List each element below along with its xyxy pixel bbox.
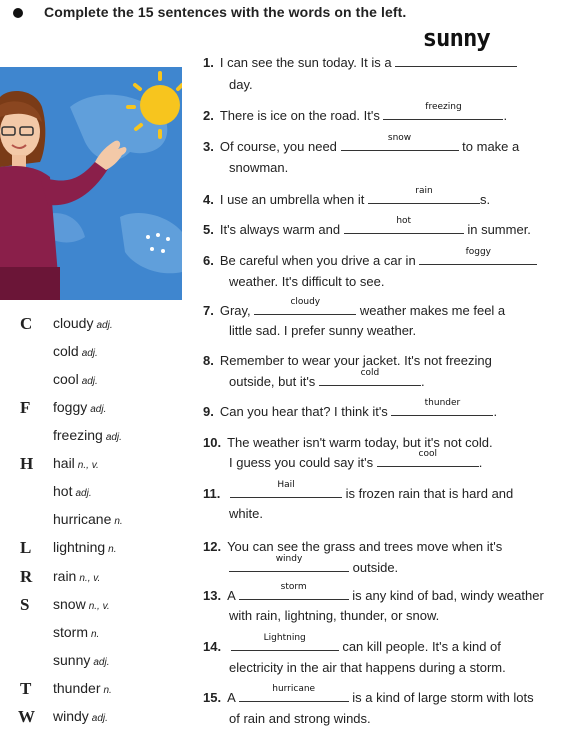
answer-blank[interactable]: hurricane: [239, 689, 349, 702]
word-bank-item: cool adj.: [53, 371, 98, 387]
word-bank-item: foggy adj.: [53, 399, 107, 415]
answer-blank[interactable]: [395, 24, 517, 67]
sentence-10-line-2: I guess you could say it's cool .: [229, 449, 483, 470]
answer-blank[interactable]: Lightning: [231, 638, 339, 651]
sentence-1-line-2: day.: [229, 77, 253, 92]
weather-presenter-illustration: [0, 67, 182, 300]
answer-blank[interactable]: rain: [368, 191, 480, 204]
letter-h: H: [20, 454, 34, 473]
sentence-7: 7. Gray, cloudy weather makes me feel a: [203, 297, 506, 318]
sentence-text: I can see the sun today. It is a: [219, 55, 392, 70]
sentence-14: 14. Lightning can kill people. It's a kind of: [203, 633, 501, 654]
sentence-3: 3. Of course, you need snow to make a: [203, 133, 520, 154]
sentence-8: 8. Remember to wear your jacket. It's not freezing: [203, 353, 492, 368]
sentence-3-line-2: snowman.: [229, 160, 289, 175]
word-bank-item: thunder n.: [53, 680, 112, 696]
answer-blank[interactable]: hot: [344, 221, 464, 234]
sentence-6-line-2: weather. It's difficult to see.: [229, 274, 385, 289]
letter-w: W: [18, 707, 35, 726]
letter-f: F: [20, 398, 31, 417]
sentence-11: 11. Hail is frozen rain that is hard and: [203, 480, 514, 501]
word-bank-item: storm n.: [53, 624, 100, 640]
word-bank-item: freezing adj.: [53, 427, 122, 443]
sentence-10: 10. The weather isn't warm today, but it's not cold.: [203, 435, 493, 450]
sentence-15-line-2: of rain and strong winds.: [229, 711, 371, 726]
word-bank-item: cold adj.: [53, 343, 98, 359]
sentence-5: 5. It's always warm and hot in summer.: [203, 216, 531, 237]
sentence-15: 15. A hurricane is a kind of large storm with lots: [203, 684, 534, 705]
sentence-6: 6. Be careful when you drive a car in foggy: [203, 251, 537, 271]
sentence-number: 1.: [203, 55, 214, 70]
sentence-9: 9. Can you hear that? I think it's thunder .: [203, 398, 498, 419]
letter-l: L: [20, 538, 32, 557]
word-bank-item: hurricane n.: [53, 511, 123, 527]
sentence-13-line-2: with rain, lightning, thunder, or snow.: [229, 608, 440, 623]
letter-s: S: [20, 595, 30, 614]
handwritten-answer: sunny: [422, 24, 490, 52]
answer-blank[interactable]: cloudy: [254, 302, 356, 315]
sentence-1: [203, 24, 517, 73]
sentence-11-line-2: white.: [229, 506, 263, 521]
answer-blank[interactable]: freezing: [383, 107, 503, 120]
word-bank-item: rain n., v.: [53, 568, 101, 584]
answer-blank[interactable]: Hail: [230, 485, 342, 498]
instruction-text: Complete the 15 sentences with the words on the left.: [44, 4, 407, 20]
sentence-12: 12. You can see the grass and trees move when it's: [203, 539, 503, 554]
word-bank-item: snow n., v.: [53, 596, 110, 612]
word-bank-item: lightning n.: [53, 539, 117, 555]
sentence-7-line-2: little sad. I prefer sunny weather.: [229, 323, 417, 338]
sentence-13: 13. A storm is any kind of bad, windy weather: [203, 582, 544, 603]
sentence-12-line-2: windy outside.: [229, 558, 398, 578]
answer-blank[interactable]: foggy: [419, 252, 537, 265]
answer-blank[interactable]: windy: [229, 559, 349, 572]
letter-t: T: [20, 679, 32, 698]
word-bank-item: sunny adj.: [53, 652, 110, 668]
letter-c: C: [20, 314, 33, 333]
word-bank-item: cloudy adj.: [53, 315, 113, 331]
answer-blank[interactable]: storm: [239, 587, 349, 600]
answer-blank[interactable]: thunder: [391, 403, 493, 416]
sentence-8-line-2: outside, but it's cold .: [229, 368, 425, 389]
sentence-4: 4. I use an umbrella when it rain s.: [203, 186, 491, 207]
word-bank-item: hail n., v.: [53, 455, 99, 471]
letter-r: R: [20, 567, 33, 586]
sentence-14-line-2: electricity in the air that happens during a storm.: [229, 660, 506, 675]
bullet-point: [13, 8, 23, 18]
answer-blank[interactable]: snow: [341, 138, 459, 151]
sentence-2: 2. There is ice on the road. It's freezing .: [203, 102, 508, 123]
word-bank-item: hot adj.: [53, 483, 92, 499]
answer-blank[interactable]: cold: [319, 373, 421, 386]
answer-blank[interactable]: cool: [377, 454, 479, 467]
word-bank-item: windy adj.: [53, 708, 108, 724]
